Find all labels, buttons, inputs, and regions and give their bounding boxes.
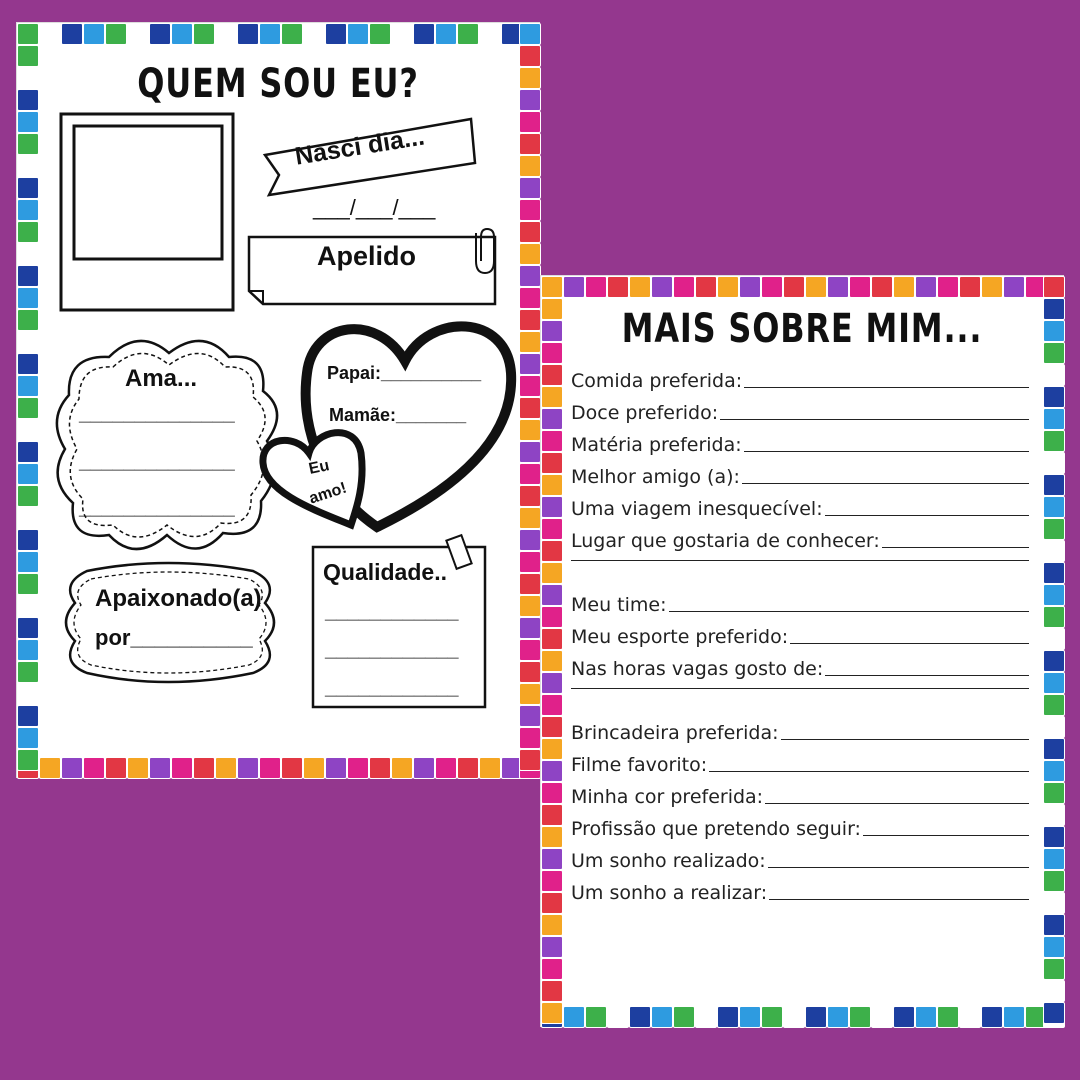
page-title: MAIS SOBRE MIM... (621, 306, 983, 352)
loves-label: Ama... (125, 365, 198, 392)
border-tile (893, 1006, 915, 1028)
photo-frame (61, 114, 233, 310)
passion-by: por__________ (95, 625, 253, 650)
border-tile (541, 870, 563, 892)
field-row (571, 462, 1029, 488)
border-tile (541, 584, 563, 606)
fill-in-line (669, 611, 1030, 612)
border-tile (783, 1006, 805, 1028)
border-tile (761, 276, 783, 298)
small-heart-text-1: Eu (307, 457, 331, 478)
border-tile (585, 1006, 607, 1028)
field-row (571, 718, 1029, 744)
mom-label: Mamãe:_______ (329, 405, 467, 425)
border-tile (585, 276, 607, 298)
border-tile (1003, 1006, 1025, 1028)
field-label: Profissão que pretendo seguir: (571, 818, 861, 840)
border-tile (541, 606, 563, 628)
field-row (571, 494, 1029, 520)
border-tile (541, 386, 563, 408)
border-tile (761, 1006, 783, 1028)
border-tile (695, 276, 717, 298)
border-tile (871, 276, 893, 298)
border-tile (1043, 826, 1065, 848)
field-row (571, 590, 1029, 616)
fill-in-line (769, 899, 1029, 900)
field-row (571, 622, 1029, 648)
border-tile (1043, 496, 1065, 518)
border-tile (1043, 518, 1065, 540)
field-row (571, 430, 1029, 456)
field-label: Comida preferida: (571, 370, 743, 392)
border-tile (1043, 474, 1065, 496)
field-row (571, 814, 1029, 840)
loves-line-3: ______________ (79, 497, 235, 519)
border-tile (915, 1006, 937, 1028)
border-tile (1043, 606, 1065, 628)
extra-fill-line (571, 560, 1029, 561)
border-tile (541, 452, 563, 474)
border-tile (805, 1006, 827, 1028)
dad-label: Papai:__________ (327, 363, 482, 383)
border-tile (1043, 342, 1065, 364)
border-tile (1043, 386, 1065, 408)
border-tile (1043, 848, 1065, 870)
border-tile (673, 276, 695, 298)
fill-in-line (863, 835, 1029, 836)
border-tile (673, 1006, 695, 1028)
border-tile (1043, 1002, 1065, 1024)
fill-in-line (825, 675, 1029, 676)
border-tile (1025, 1006, 1047, 1028)
field-row (571, 654, 1029, 680)
border-tile (1043, 650, 1065, 672)
field-row (571, 750, 1029, 776)
fill-in-line (744, 451, 1029, 452)
field-label: Filme favorito: (571, 754, 708, 776)
border-tile (849, 276, 871, 298)
border-tile (541, 474, 563, 496)
field-row (571, 366, 1029, 392)
border-tile (541, 760, 563, 782)
border-tile (827, 276, 849, 298)
page-title: QUEM SOU EU? (137, 61, 419, 107)
border-tile (695, 1006, 717, 1028)
border-tile (541, 958, 563, 980)
border-tile (1043, 782, 1065, 804)
border-tile (651, 276, 673, 298)
worksheet-quem-sou-eu (16, 22, 540, 778)
border-tile (1043, 1006, 1065, 1028)
border-tile (1043, 936, 1065, 958)
border-tile (1003, 276, 1025, 298)
field-label: Lugar que gostaria de conhecer: (571, 530, 880, 552)
border-tile (1043, 804, 1065, 826)
border-tile (937, 276, 959, 298)
field-label: Brincadeira preferida: (571, 722, 779, 744)
field-label: Nas horas vagas gosto de: (571, 658, 824, 680)
border-tile (541, 276, 563, 298)
border-tile (1043, 584, 1065, 606)
border-tile (541, 892, 563, 914)
fill-in-line (744, 387, 1029, 388)
border-tile (739, 1006, 761, 1028)
border-tile (1043, 738, 1065, 760)
border-tile (915, 276, 937, 298)
fill-in-line (765, 803, 1029, 804)
field-row (571, 782, 1029, 808)
border-tile (871, 1006, 893, 1028)
border-tile (981, 276, 1003, 298)
border-tile (1043, 892, 1065, 914)
border-tile (937, 1006, 959, 1028)
border-tile (1043, 276, 1065, 298)
border-tile (805, 276, 827, 298)
border-tile (651, 1006, 673, 1028)
border-tile (1043, 430, 1065, 452)
border-tile (981, 1006, 1003, 1028)
border-tile (1043, 958, 1065, 980)
border-tile (541, 364, 563, 386)
border-tile (717, 276, 739, 298)
border-tile (541, 804, 563, 826)
border-tile (1043, 914, 1065, 936)
border-tile (1043, 980, 1065, 1002)
quality-line-3: ____________ (325, 677, 459, 699)
border-tile (541, 914, 563, 936)
border-tile (541, 826, 563, 848)
border-tile (541, 848, 563, 870)
field-label: Meu esporte preferido: (571, 626, 789, 648)
border-tile (1043, 452, 1065, 474)
border-tile (541, 980, 563, 1002)
border-tile (1043, 694, 1065, 716)
field-row (571, 398, 1029, 424)
field-label: Doce preferido: (571, 402, 719, 424)
fill-in-line (768, 867, 1029, 868)
field-label: Uma viagem inesquecível: (571, 498, 823, 520)
fill-in-line (882, 547, 1029, 548)
border-tile (541, 540, 563, 562)
border-tile (717, 1006, 739, 1028)
quality-label: Qualidade.. (323, 559, 447, 585)
border-tile (739, 276, 761, 298)
border-tile (541, 1006, 563, 1028)
nickname-label: Apelido (317, 241, 416, 271)
border-tile (1043, 320, 1065, 342)
border-tile (1043, 364, 1065, 386)
border-tile (541, 430, 563, 452)
border-tile (541, 518, 563, 540)
border-tile (541, 496, 563, 518)
worksheet-mais-sobre-mim (540, 275, 1064, 1027)
border-tile (1043, 870, 1065, 892)
border-tile (563, 1006, 585, 1028)
fill-in-line (790, 643, 1029, 644)
border-tile (959, 276, 981, 298)
field-label: Melhor amigo (a): (571, 466, 740, 488)
left-sheet-drawings (17, 23, 541, 779)
border-tile (541, 672, 563, 694)
small-heart (263, 433, 362, 525)
border-tile (541, 738, 563, 760)
date-blank: ___/___/___ (313, 195, 436, 220)
border-tile (959, 1006, 981, 1028)
border-tile (1043, 760, 1065, 782)
border-tile (1025, 276, 1047, 298)
fill-in-line (709, 771, 1029, 772)
field-label: Um sonho a realizar: (571, 882, 768, 904)
field-row (571, 878, 1029, 904)
fill-in-line (781, 739, 1030, 740)
border-tile (541, 628, 563, 650)
loves-line-1: ______________ (79, 403, 235, 425)
fill-in-line (742, 483, 1029, 484)
extra-fill-line (571, 688, 1029, 689)
border-tile (541, 298, 563, 320)
border-tile (1043, 716, 1065, 738)
border-tile (541, 562, 563, 584)
field-label: Minha cor preferida: (571, 786, 764, 808)
fill-in-line (720, 419, 1029, 420)
border-tile (629, 1006, 651, 1028)
passion-oval (66, 563, 274, 682)
border-tile (607, 1006, 629, 1028)
border-tile (849, 1006, 871, 1028)
border-tile (541, 694, 563, 716)
born-label: Nasci dia... (293, 122, 427, 171)
border-tile (541, 320, 563, 342)
border-tile (1043, 672, 1065, 694)
border-tile (1043, 628, 1065, 650)
fill-in-line (825, 515, 1029, 516)
border-tile (607, 276, 629, 298)
small-heart-text-2: amo! (307, 479, 349, 508)
field-row (571, 846, 1029, 872)
passion-label: Apaixonado(a) (95, 585, 262, 612)
border-tile (541, 408, 563, 430)
border-tile (1043, 540, 1065, 562)
border-tile (541, 1002, 563, 1024)
border-tile (541, 782, 563, 804)
border-tile (783, 276, 805, 298)
field-label: Meu time: (571, 594, 667, 616)
border-tile (1043, 408, 1065, 430)
border-tile (563, 276, 585, 298)
border-tile (629, 276, 651, 298)
quality-line-2: ____________ (325, 639, 459, 661)
border-tile (541, 936, 563, 958)
field-label: Um sonho realizado: (571, 850, 766, 872)
border-tile (893, 276, 915, 298)
border-tile (1043, 298, 1065, 320)
field-list (563, 366, 1041, 926)
field-label: Matéria preferida: (571, 434, 742, 456)
border-tile (541, 650, 563, 672)
border-tile (1043, 562, 1065, 584)
border-tile (541, 342, 563, 364)
border-tile (827, 1006, 849, 1028)
border-tile (541, 716, 563, 738)
loves-line-2: ______________ (79, 451, 235, 473)
quality-line-1: ____________ (325, 601, 459, 623)
field-row (571, 526, 1029, 552)
